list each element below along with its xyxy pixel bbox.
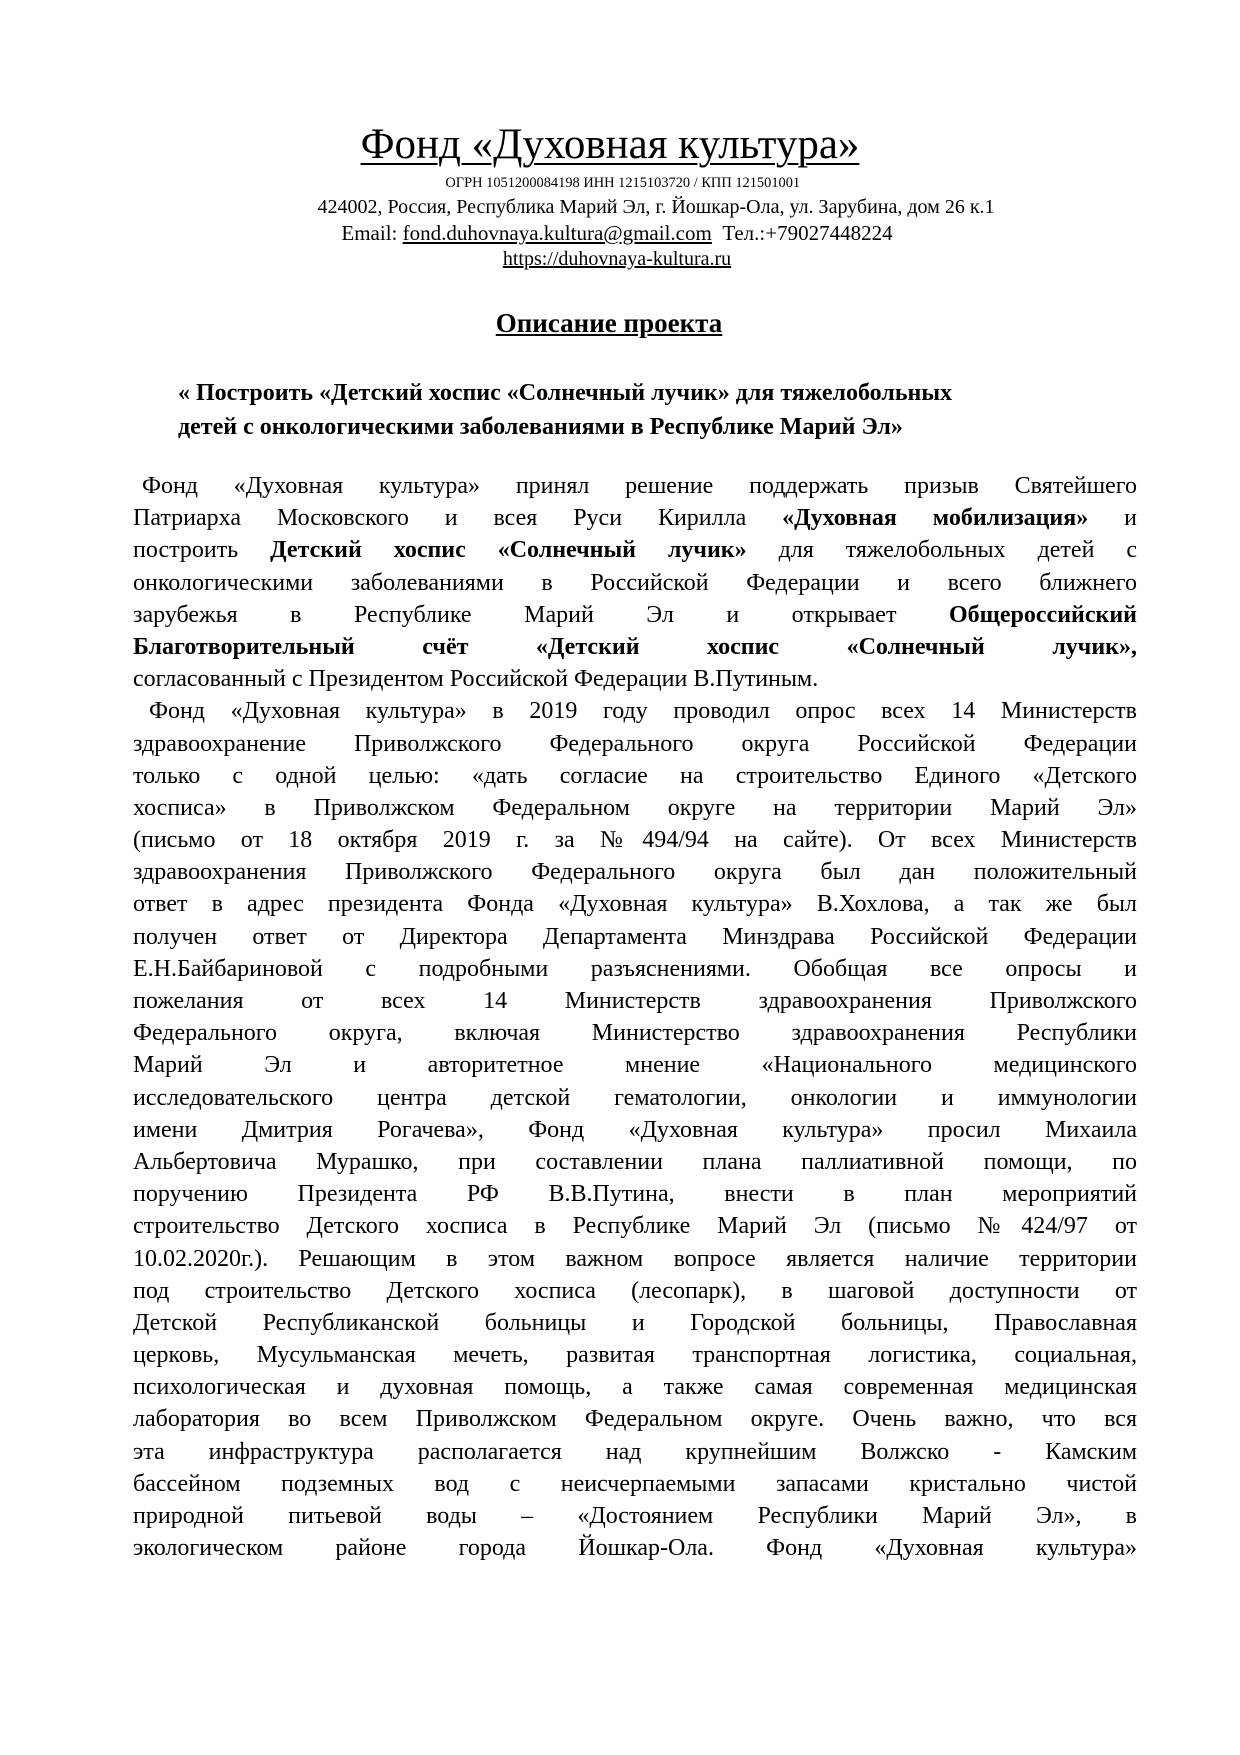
paragraph-2-line: исследовательского центра детской гематологии, онкологии и иммунологии bbox=[133, 1084, 1137, 1111]
paragraph-2-line: здравоохранение Приволжского Федерального округа Российской Федерации bbox=[133, 730, 1137, 757]
paragraph-2-line: пожелания от всех 14 Министерств здравоохранения Приволжского bbox=[133, 988, 1137, 1014]
paragraph-1-line: зарубежья в Республике Марий Эл и открывает Общероссийский bbox=[133, 601, 1137, 628]
paragraph-2-line: психологическая и духовная помощь, а также самая современная медицинская bbox=[133, 1374, 1137, 1401]
paragraph-2-line: 10.02.2020г.). Решающим в этом важном вопросе является наличие территории bbox=[133, 1245, 1137, 1272]
contact-line bbox=[0, 221, 1240, 246]
paragraph-2-line: Е.Н.Байбариновой с подробными разъяснениями. Обобщая все опросы и bbox=[133, 955, 1137, 982]
contact-wrap bbox=[341, 221, 892, 246]
organization-name-text: Фонд «Духовная культура» bbox=[360, 121, 860, 168]
email-link[interactable]: fond.duhovnaya.kultura@gmail.com bbox=[402, 221, 712, 245]
paragraph-2-line: лаборатория во всем Приволжском Федеральном округе. Очень важно, что вся bbox=[133, 1406, 1137, 1433]
paragraph-2-line: получен ответ от Директора Департамента Минздрава Российской Федерации bbox=[133, 923, 1137, 950]
paragraph-2-line: Марий Эл и авторитетное мнение «Национального медицинского bbox=[133, 1052, 1137, 1079]
project-title-line: « Построить «Детский хоспис «Солнечный лучик» для тяжелобольных bbox=[178, 380, 953, 406]
postal-address bbox=[0, 195, 1240, 219]
project-title-line: детей с онкологическими заболеваниями в Республике Марий Эл» bbox=[178, 414, 903, 440]
paragraph-2-line: природной питьевой воды – «Достоянием Республики Марий Эл», в bbox=[133, 1503, 1137, 1529]
paragraph-1-line: Патриарха Московского и всея Руси Кирилла «Духовная мобилизация» и bbox=[133, 505, 1137, 532]
project-title bbox=[178, 376, 1138, 444]
paragraph-2-line: Фонд «Духовная культура» в 2019 году проводил опрос всех 14 Министерств bbox=[149, 698, 1137, 725]
organization-name bbox=[0, 120, 1240, 170]
paragraph-2-line: бассейном подземных вод с неисчерпаемыми запасами кристально чистой bbox=[133, 1470, 1137, 1497]
paragraph-2-line: Альбертовича Мурашко, при составлении плана паллиативной помощи, по bbox=[133, 1148, 1137, 1175]
phone-text: Тел.:+79027448224 bbox=[711, 221, 893, 245]
paragraph-2-line: Федерального округа, включая Министерство здравоохранения Республики bbox=[133, 1020, 1137, 1047]
paragraph-1-line: Благотворительный счёт «Детский хоспис «Солнечный лучик», bbox=[133, 633, 1137, 660]
website-line bbox=[0, 247, 1240, 271]
body-text bbox=[133, 470, 1137, 1564]
paragraph-1-line: Фонд «Духовная культура» принял решение поддержать призыв Святейшего bbox=[142, 473, 1137, 499]
section-title-text: Описание проекта bbox=[495, 308, 723, 338]
paragraph-1-line: согласованный с Президентом Российской Федерации В.Путиным. bbox=[133, 666, 819, 693]
section-title bbox=[0, 307, 1240, 339]
paragraph-2-line: ответ в адрес президента Фонда «Духовная культура» В.Хохлова, а так же был bbox=[133, 891, 1137, 918]
paragraph-2-line: церковь, Мусульманская мечеть, развитая транспортная логистика, социальная, bbox=[133, 1342, 1137, 1369]
paragraph-1-line: онкологическими заболеваниями в Российской Федерации и всего ближнего bbox=[133, 569, 1137, 596]
paragraph-2-line: эта инфраструктура располагается над крупнейшим Волжско - Камским bbox=[133, 1438, 1137, 1465]
registration-text: ОГРН 1051200084198 ИНН 1215103720 / КПП 121501001 bbox=[445, 175, 801, 191]
paragraph-2-line: под строительство Детского хосписа (лесопарк), в шаговой доступности от bbox=[133, 1277, 1137, 1304]
paragraph-2-line: поручению Президента РФ В.В.Путина, внести в план мероприятий bbox=[133, 1181, 1137, 1208]
address-text: 424002, Россия, Республика Марий Эл, г. Йошкар-Ола, ул. Зарубина, дом 26 к.1 bbox=[317, 196, 995, 218]
registration-details bbox=[0, 174, 1240, 192]
paragraph-2-line: имени Дмитрия Рогачева», Фонд «Духовная культура» просил Михаила bbox=[133, 1116, 1137, 1143]
paragraph-1-line: построить Детский хоспис «Солнечный лучик» для тяжелобольных детей с bbox=[133, 537, 1138, 564]
paragraph-2-line: экологическом районе города Йошкар-Ола. Фонд «Духовная культура» bbox=[133, 1535, 1137, 1562]
paragraph-2 bbox=[133, 695, 1137, 1564]
paragraph-2-line: (письмо от 18 октября 2019 г. за №494/94 на сайте). От всех Министерств bbox=[133, 827, 1137, 854]
paragraph-2-line: строительство Детского хосписа в Республике Марий Эл (письмо №424/97 от bbox=[133, 1213, 1137, 1240]
paragraph-2-line: только с одной целью: «дать согласие на строительство Единого «Детского bbox=[133, 762, 1137, 789]
website-link[interactable]: https://duhovnaya-kultura.ru bbox=[502, 248, 732, 270]
paragraph-2-line: Детской Республиканской больницы и Городской больницы, Православная bbox=[133, 1309, 1137, 1336]
email-label: Email: bbox=[341, 221, 403, 245]
paragraph-2-line: хосписа» в Приволжском Федеральном округе на территории Марий Эл» bbox=[133, 794, 1137, 821]
paragraph-2-line: здравоохранения Приволжского Федерального округа был дан положительный bbox=[133, 859, 1137, 886]
